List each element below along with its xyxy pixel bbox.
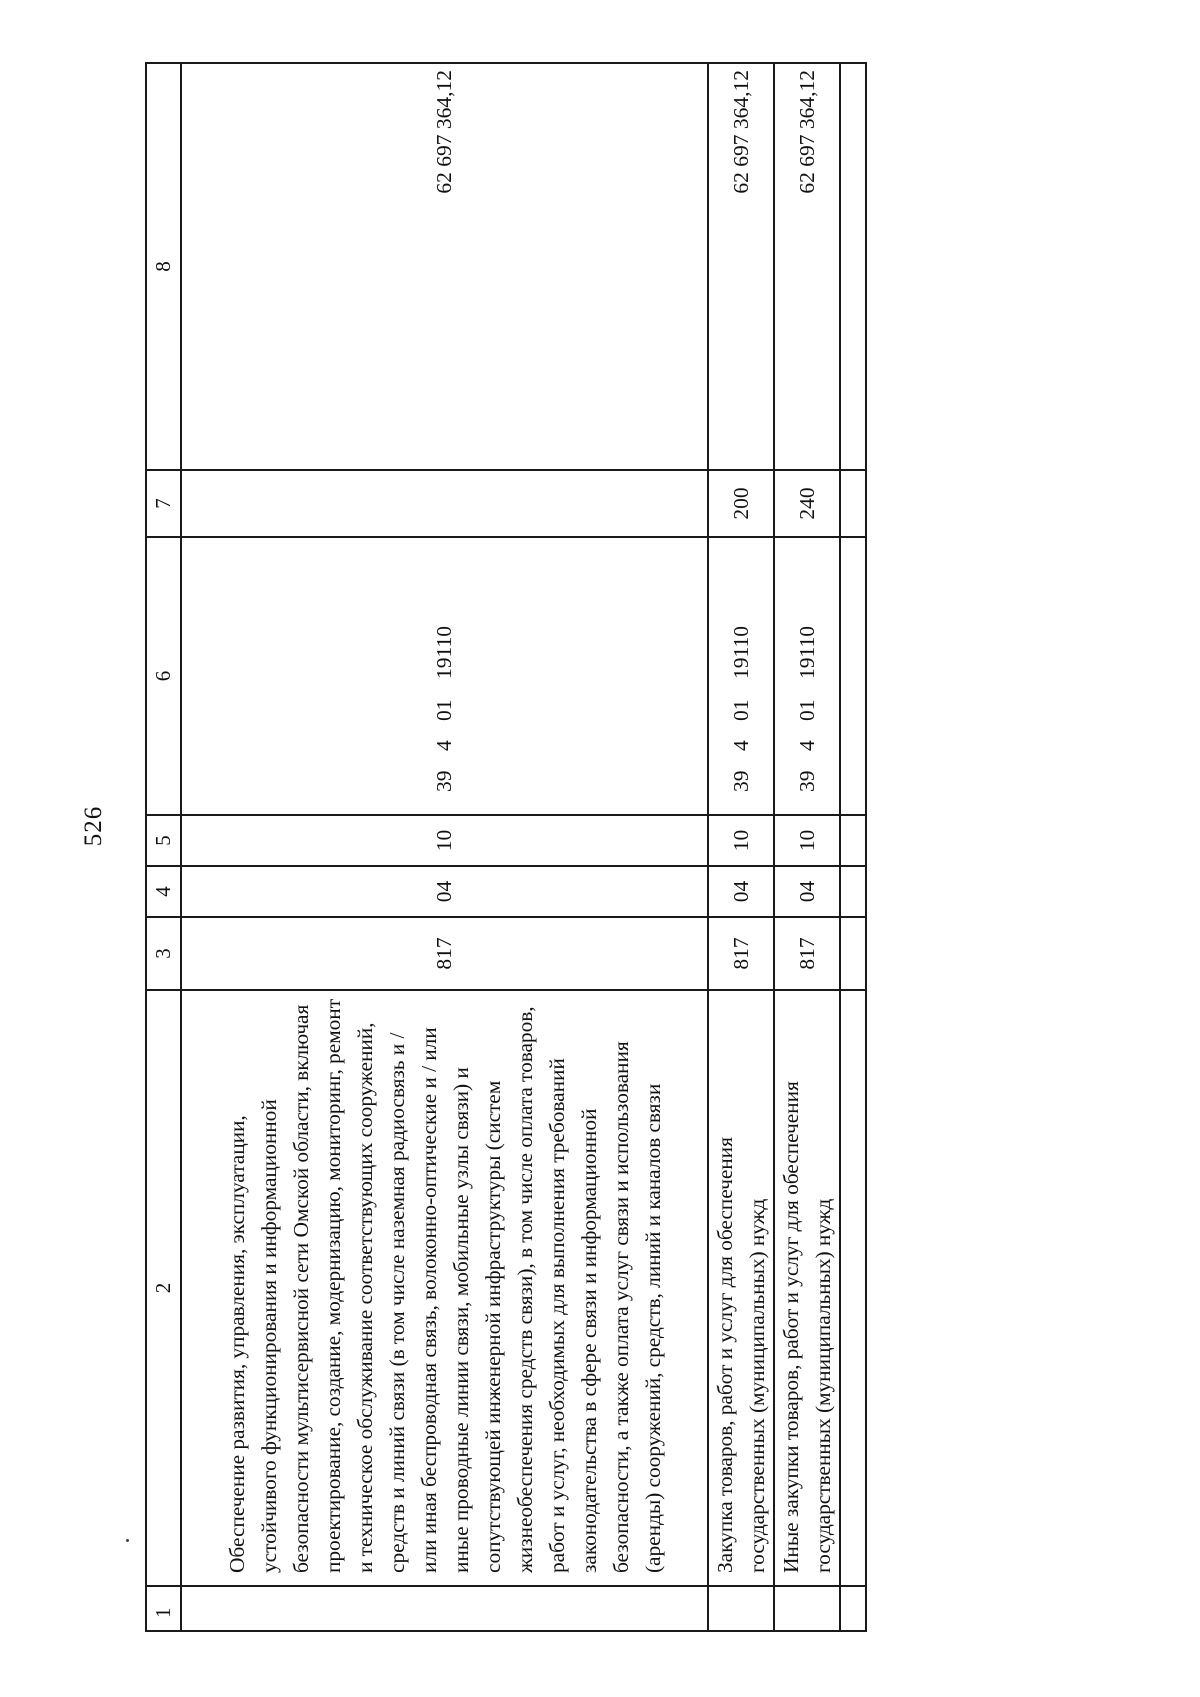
expense-type-code: 200 [708,470,774,537]
target-article-code [181,537,708,815]
target-subprogram: 4 [794,740,819,751]
amount-value: 62 697 364,12 [708,63,774,470]
column-header-4: 4 [146,866,181,917]
section-code: 04 [181,866,708,917]
subsection-code: 10 [181,815,708,866]
target-program: 39 [794,770,819,792]
target-event: 01 [728,699,753,721]
expense-description: Обеспечение развития, управления, эксплуатации, устойчивого функционирования и информационной безопасности мультисервисной сети Омской области, включая проектирование, создание, модернизацию, мониторинг, ремонт и техническое обслуживание соответствующих сооружений, средств и линий связи (в том числе наземная радиосвязь и / или иная беспроводная связь, волоконно-оптические и / или иные проводные линии связи, мобильные узлы связи) и сопутствующей инженерной инфраструктуры (систем жизнеобеспечения средств связи), в том числе оплата товаров, работ и услуг, необходимых для выполнения требований законодательства в сфере связи и информационной безопасности, а также оплата услуг связи и использования (аренды) сооружений, средств, линий и каналов связи [181,990,708,1586]
section-code: 04 [708,866,774,917]
column-header-8: 8 [146,63,181,470]
subsection-code: 10 [774,815,840,866]
target-event: 01 [432,699,456,721]
page-number: 526 [80,805,107,847]
expense-description: Закупка товаров, работ и услуг для обеспечения государственных (муниципальных) нужд [708,990,774,1586]
target-article-code [708,537,774,815]
column-header-3: 3 [146,917,181,990]
target-program: 39 [728,770,753,792]
target-subprogram: 4 [728,740,753,751]
ministry-code: 817 [708,917,774,990]
table-row [774,63,840,1631]
row-index-cell [181,1586,708,1631]
target-subprogram: 4 [432,740,456,751]
section-code: 04 [774,866,840,917]
budget-allocation-table [145,62,867,1632]
scan-speck [126,1539,129,1542]
target-event: 01 [794,699,819,721]
table-row-partial [840,63,866,1631]
target-direction: 19110 [794,626,819,679]
column-header-1: 1 [146,1586,181,1631]
target-direction: 19110 [432,626,456,679]
column-number-row [146,63,181,1631]
ministry-code: 817 [181,917,708,990]
expense-type-code [181,470,708,537]
amount-value: 62 697 364,12 [774,63,840,470]
column-header-6: 6 [146,537,181,815]
target-program: 39 [432,770,456,792]
amount-value: 62 697 364,12 [181,63,708,470]
table-row [181,63,708,1631]
expense-description: Иные закупки товаров, работ и услуг для обеспечения государственных (муниципальных) нужд [774,990,840,1586]
row-index-cell [708,1586,774,1631]
column-header-5: 5 [146,815,181,866]
subsection-code: 10 [708,815,774,866]
row-index-cell [774,1586,840,1631]
target-direction: 19110 [728,626,753,679]
column-header-2: 2 [146,990,181,1586]
target-article-code [774,537,840,815]
column-header-7: 7 [146,470,181,537]
ministry-code: 817 [774,917,840,990]
table-row [708,63,774,1631]
expense-type-code: 240 [774,470,840,537]
